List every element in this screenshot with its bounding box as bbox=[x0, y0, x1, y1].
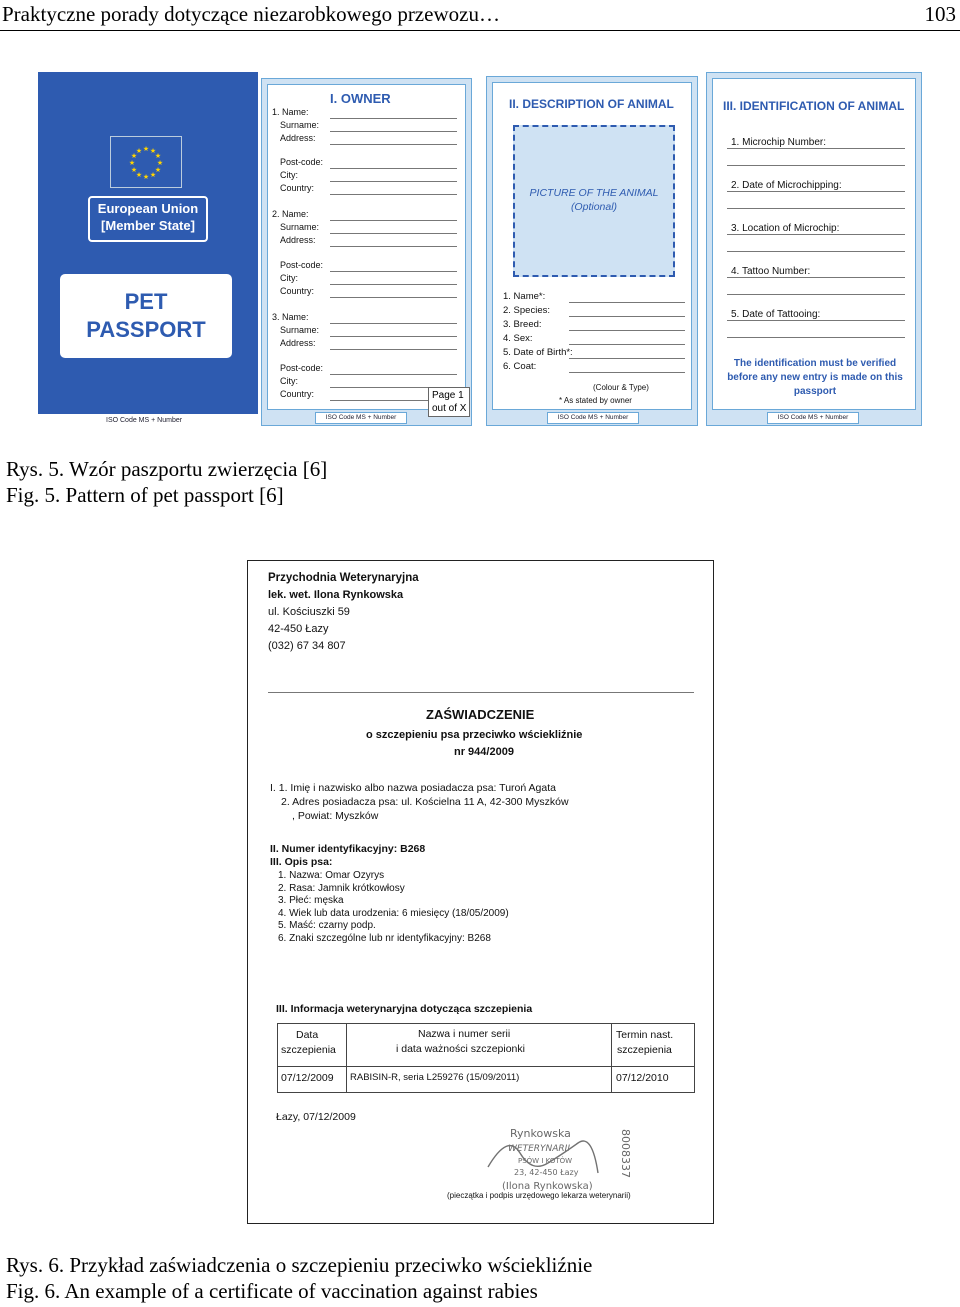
svg-text:★: ★ bbox=[142, 145, 150, 153]
svg-text:★: ★ bbox=[142, 173, 150, 181]
form-field-label: Surname: bbox=[280, 120, 320, 130]
form-field-line bbox=[330, 220, 457, 221]
form-field-line bbox=[727, 337, 905, 338]
clinic-city: 42-450 Łazy bbox=[268, 623, 329, 635]
dog-field: 4. Wiek lub data urodzenia: 6 miesięcy (18/05/2009) bbox=[278, 907, 509, 919]
form-field-label: City: bbox=[280, 170, 298, 180]
warning-line: passport bbox=[793, 386, 837, 397]
passport-cover bbox=[38, 72, 258, 428]
dog-field: 3. Płeć: męska bbox=[278, 895, 344, 906]
page-counter-line2: out of X bbox=[432, 403, 467, 414]
header-next-line2: szczepienia bbox=[617, 1044, 672, 1056]
cell-vaccination-date: 07/12/2009 bbox=[281, 1072, 334, 1084]
pet-text: PET bbox=[124, 289, 168, 314]
form-field-label: 2. Species: bbox=[503, 305, 550, 316]
running-header bbox=[0, 0, 960, 31]
svg-text:★: ★ bbox=[135, 171, 143, 179]
form-field-line bbox=[330, 336, 457, 337]
form-field-line bbox=[330, 118, 457, 119]
form-field-line bbox=[727, 294, 905, 295]
eu-member-state-label bbox=[88, 196, 208, 242]
form-field-line bbox=[569, 344, 685, 345]
form-field-line bbox=[330, 194, 457, 195]
page-counter bbox=[428, 387, 470, 417]
form-field-line bbox=[330, 233, 457, 234]
clinic-street: ul. Kościuszki 59 bbox=[268, 606, 350, 618]
form-field-label: City: bbox=[280, 376, 298, 386]
form-field-line bbox=[727, 320, 905, 321]
clinic-vet: lek. wet. Ilona Rynkowska bbox=[268, 589, 404, 601]
form-field-line bbox=[330, 131, 457, 132]
table-divider bbox=[346, 1024, 347, 1092]
cover-iso-code: ISO Code MS + Number bbox=[38, 414, 258, 428]
identification-title: III. IDENTIFICATION OF ANIMAL bbox=[723, 99, 905, 113]
form-field-line bbox=[727, 234, 905, 235]
form-field-line bbox=[330, 349, 457, 350]
svg-text:★: ★ bbox=[154, 166, 162, 174]
dog-field: 2. Rasa: Jamnik krótkowłosy bbox=[278, 882, 405, 894]
cell-vaccine: RABISIN-R, seria L259276 (15/09/2011) bbox=[350, 1072, 520, 1083]
form-field-label: Post-code: bbox=[280, 260, 324, 270]
form-field-label: 6. Coat: bbox=[503, 361, 537, 372]
figure-6-caption-en: Fig. 6. An example of a certificate of vaccination against rabies bbox=[6, 1279, 538, 1303]
form-field-label: 5. Date of Birth*: bbox=[503, 347, 573, 358]
colour-type-note: (Colour & Type) bbox=[593, 383, 649, 392]
signature-note: (pieczątka i podpis urzędowego lekarza weterynarii) bbox=[447, 1191, 631, 1200]
svg-text:★: ★ bbox=[149, 171, 157, 179]
stamp-number: 8008337 bbox=[619, 1129, 632, 1178]
picture-placeholder bbox=[513, 125, 675, 277]
figure-6-caption-pl: Rys. 6. Przykład zaświadczenia o szczepieniu przeciwko wściekliźnie bbox=[6, 1253, 593, 1277]
form-field-line bbox=[727, 251, 905, 252]
stamp-text: Rynkowska bbox=[510, 1127, 571, 1140]
form-field-label: 2. Name: bbox=[272, 209, 309, 219]
warning-line: The identification must be verified bbox=[733, 358, 897, 369]
passport-page-owner bbox=[261, 78, 472, 426]
page-panel bbox=[267, 84, 466, 410]
svg-text:★: ★ bbox=[154, 152, 162, 160]
identification-number: II. Numer identyfikacyjny: B268 bbox=[270, 843, 426, 855]
cell-next-date: 07/12/2010 bbox=[616, 1072, 669, 1084]
certificate-number: nr 944/2009 bbox=[454, 746, 514, 758]
dog-field: 5. Maść: czarny podp. bbox=[278, 920, 376, 931]
eu-union-text: European Union bbox=[97, 201, 199, 216]
divider bbox=[268, 692, 694, 693]
description-iso-code: ISO Code MS + Number bbox=[547, 412, 639, 424]
form-field-label: 1. Name*: bbox=[503, 291, 546, 302]
form-field-label: Address: bbox=[280, 338, 316, 348]
form-field-line bbox=[330, 284, 457, 285]
form-field-line bbox=[727, 208, 905, 209]
passport-page-description bbox=[486, 76, 698, 426]
form-field-label: 4. Tattoo Number: bbox=[731, 266, 811, 277]
form-field-label: 4. Sex: bbox=[503, 333, 533, 344]
passport-page-identification bbox=[706, 72, 922, 426]
verification-warning bbox=[717, 357, 913, 399]
owner-statement-note: * As stated by owner bbox=[559, 396, 632, 405]
picture-optional-label: (Optional) bbox=[570, 201, 618, 213]
header-vaccine-line1: Nazwa i numer serii bbox=[418, 1028, 511, 1040]
form-field-line bbox=[727, 148, 905, 149]
owner-address-line: 2. Adres posiadacza psa: ul. Kościelna 11 A, 42-300 Myszków bbox=[281, 796, 569, 808]
header-date-line2: szczepienia bbox=[281, 1044, 336, 1056]
vet-info-title: III. Informacja weterynaryjna dotycząca szczepienia bbox=[276, 1003, 533, 1015]
clinic-phone: (032) 67 34 807 bbox=[268, 640, 346, 652]
vaccination-certificate bbox=[247, 560, 714, 1224]
stamp-text: WETERYNARII bbox=[508, 1144, 570, 1154]
header-vaccine-line2: i data ważności szczepionki bbox=[396, 1043, 525, 1055]
form-field-line bbox=[569, 372, 685, 373]
form-field-label: Country: bbox=[280, 183, 315, 193]
running-title: Praktyczne porady dotyczące niezarobkowego przewozu… bbox=[2, 2, 500, 26]
stamp-text: (Ilona Rynkowska) bbox=[502, 1181, 593, 1192]
owner-name-line: I. 1. Imię i nazwisko albo nazwa posiadacza psa: Turoń Agata bbox=[270, 782, 556, 794]
page-number: 103 bbox=[924, 2, 956, 26]
form-field-line bbox=[330, 181, 457, 182]
form-field-line bbox=[569, 330, 685, 331]
form-field-line bbox=[330, 246, 457, 247]
table-divider bbox=[278, 1066, 694, 1067]
owner-title: I. OWNER bbox=[330, 91, 391, 106]
eu-flag-icon bbox=[110, 136, 182, 188]
place-date: Łazy, 07/12/2009 bbox=[276, 1111, 356, 1123]
owner-district-line: , Powiat: Myszków bbox=[292, 810, 379, 822]
form-field-label: Address: bbox=[280, 133, 316, 143]
svg-text:★: ★ bbox=[149, 147, 157, 155]
form-field-label: 2. Date of Microchipping: bbox=[731, 180, 842, 191]
svg-text:★: ★ bbox=[128, 159, 136, 167]
form-field-label: Address: bbox=[280, 235, 316, 245]
form-field-line bbox=[569, 358, 685, 359]
form-field-label: 1. Microchip Number: bbox=[731, 137, 827, 148]
form-field-label: 1. Name: bbox=[272, 107, 309, 117]
certificate-subtitle: o szczepieniu psa przeciwko wściekliźnie bbox=[366, 729, 583, 741]
owner-iso-code: ISO Code MS + Number bbox=[315, 412, 407, 424]
form-field-label: 3. Location of Microchip: bbox=[731, 223, 840, 234]
table-divider bbox=[611, 1024, 612, 1092]
form-field-label: 3. Breed: bbox=[503, 319, 542, 330]
passport-text: PASSPORT bbox=[86, 317, 206, 342]
form-field-label: Post-code: bbox=[280, 363, 324, 373]
pet-passport-label bbox=[60, 274, 232, 358]
picture-label: PICTURE OF THE ANIMAL bbox=[529, 187, 659, 199]
header-next-line1: Termin nast. bbox=[616, 1029, 674, 1041]
form-field-line bbox=[569, 302, 685, 303]
form-field-label: Surname: bbox=[280, 325, 320, 335]
stamp-text: PSÓW I KOTÓW bbox=[518, 1157, 573, 1165]
member-state-text: [Member State] bbox=[101, 218, 195, 233]
stamp-text: 23, 42-450 Łazy bbox=[514, 1168, 579, 1177]
form-field-line bbox=[727, 277, 905, 278]
form-field-label: Country: bbox=[280, 286, 315, 296]
page-counter-line1: Page 1 bbox=[432, 390, 464, 401]
form-field-line bbox=[330, 374, 457, 375]
svg-text:★: ★ bbox=[135, 147, 143, 155]
page-panel bbox=[712, 78, 916, 410]
certificate-title: ZAŚWIADCZENIE bbox=[426, 707, 535, 722]
svg-text:★: ★ bbox=[130, 166, 138, 174]
figure-5-caption-en: Fig. 5. Pattern of pet passport [6] bbox=[6, 483, 284, 507]
clinic-name: Przychodnia Weterynaryjna bbox=[268, 572, 419, 584]
form-field-line bbox=[330, 323, 457, 324]
vaccination-table bbox=[277, 1023, 695, 1093]
form-field-line bbox=[727, 165, 905, 166]
figure-5-caption-pl: Rys. 5. Wzór paszportu zwierzęcia [6] bbox=[6, 457, 328, 481]
form-field-line bbox=[330, 168, 457, 169]
dog-field: 6. Znaki szczególne lub nr identyfikacyjny: B268 bbox=[278, 932, 491, 944]
form-field-line bbox=[330, 144, 457, 145]
dog-description-title: III. Opis psa: bbox=[270, 856, 333, 868]
form-field-label: Surname: bbox=[280, 222, 320, 232]
dog-field: 1. Nazwa: Omar Ozyrys bbox=[278, 870, 385, 881]
header-date-line1: Data bbox=[296, 1029, 319, 1041]
form-field-line bbox=[330, 271, 457, 272]
page-panel bbox=[492, 82, 692, 410]
form-field-label: Country: bbox=[280, 389, 315, 399]
svg-text:★: ★ bbox=[156, 159, 164, 167]
svg-text:★: ★ bbox=[130, 152, 138, 160]
form-field-line bbox=[569, 316, 685, 317]
identification-iso-code: ISO Code MS + Number bbox=[767, 412, 859, 424]
description-title: II. DESCRIPTION OF ANIMAL bbox=[509, 97, 674, 111]
form-field-label: City: bbox=[280, 273, 298, 283]
form-field-line bbox=[330, 297, 457, 298]
form-field-label: 3. Name: bbox=[272, 312, 309, 322]
form-field-label: Post-code: bbox=[280, 157, 324, 167]
form-field-label: 5. Date of Tattooing: bbox=[731, 309, 821, 320]
form-field-line bbox=[727, 191, 905, 192]
warning-line: before any new entry is made on this bbox=[727, 372, 903, 383]
